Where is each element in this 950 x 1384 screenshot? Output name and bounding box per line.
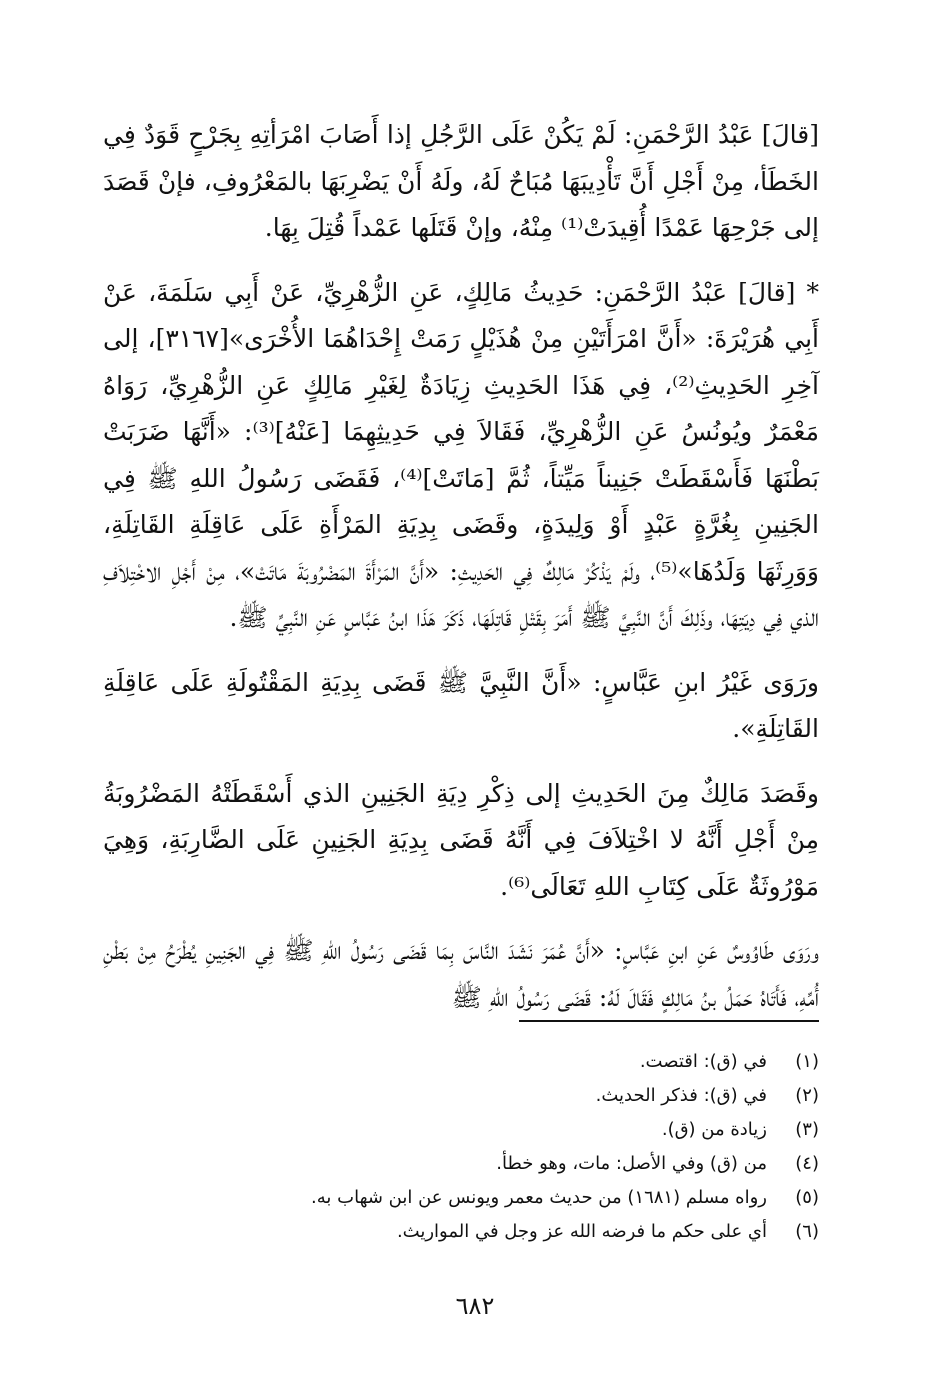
footnote-number: (٦) [795,1220,819,1242]
paragraph-2: * [قالَ] عَبْدُ الرَّحْمَنِ: حَدِيثُ مَالِكٍ، عَنِ الزُّهْرِيِّ، عَنْ أَبِي سَلَمَةَ، عَنْ أَبِي هُرَيْرَةَ: «أَنَّ امْرَأَتَيْنِ مِنْ هُذَيْلٍ رَمَتْ إِحْدَاهُمَا الأُخْرَى»[٣١٦٧]، إلى آخِرِ الحَدِيثِ⁽²⁾، فِي هَذَا الحَدِيثِ زِيَادَةٌ لِغَيْرِ مَالِكٍ عَنِ الزُّهْرِيِّ، رَوَاهُ مَعْمَرٌ ويُونُسُ عَنِ الزُّهْرِيِّ، فَقَالاَ فِي حَدِيثِهِمَا [عَنْهُ]⁽³⁾: «أَنَّهَا ضَرَبَتْ بَطْنَهَا فَأَسْقَطَتْ جَنِيناً مَيِّتاً، ثُمَّ [مَاتَتْ]⁽⁴⁾، فَقَضَى رَسُولُ اللهِ ﷺ فِي الجَنِينِ بِغُرَّةٍ عَبْدٍ أَوْ وَلِيدَةٍ، وقَضَى بِدِيَةِ المَرْأَةِ عَلَى عَاقِلَةِ القَاتِلَةِ، وَوَرِثَهَا وَلَدُهَا»⁽⁵⁾، ولَمْ يَذْكُرْ مَالِكٌ فِي الحَدِيثِ: «أَنَّ المَرْأَةَ المَضْرُوبَةَ مَاتَتْ»، مِنْ أَجْلِ الاخْتِلاَفِ الذي فِي دِيَتِهَا، وذَلِكَ أَنَّ النَّبِيَّ ﷺ أَمَرَ بِقَتْلِ قَاتِلَهَا، ذَكَرَ هَذَا ابنُ عَبَّاسٍ عَنِ النَّبِيِّ ﷺ. [103,277,820,632]
footnote-number: (٤) [795,1152,819,1174]
footnote-item [103,1044,819,1078]
paragraph-3: ورَوَى غَيْرُ ابنِ عَبَّاسٍ: «أَنَّ النَّبِيَّ ﷺ قَضَى بِدِيَةِ المَقْتُولَةِ عَلَى عَاقِلَةِ القَاتِلَةِ». [103,667,819,743]
footnote-text: أي على حكم ما فرضه الله عز وجل في المواريث. [396,1220,767,1242]
paragraph-5: ورَوَى طَاوُوسٌ عَنِ ابنِ عَبَّاسٍ: «أَنَّ عُمَرَ نَشَدَ النَّاسَ بِمَا قَضَى رَسُولُ اللهِ ﷺ فِي الجَنِينِ يُطْرَحُ مِنْ بَطْنِ أُمِّهِ، فَأَتَاهُ حَمَلُ بنُ مَالِكٍ فَقَالَ لَهُ: قَضَى رَسُولُ اللهِ ﷺ [103,936,819,1012]
footnote-number: (١) [795,1050,819,1072]
footnote-item [103,1146,819,1180]
footnote-text: من (ق) وفي الأصل: مات، وهو خطأ. [496,1152,767,1174]
footnote-item [103,1214,819,1248]
page-number: ٦٨٢ [455,1292,495,1320]
footnote-text: زيادة من (ق). [661,1118,767,1140]
footnote-item [103,1112,819,1146]
main-text [103,112,819,1039]
footnote-text: رواه مسلم (١٦٨١) من حديث معمر ويونس عن ابن شهاب به. [311,1186,767,1208]
footnote-number: (٣) [795,1118,819,1140]
footnote-item [103,1078,819,1112]
footnote-text: في (ق): فذكر الحديث. [595,1084,767,1106]
footnote-text: في (ق): اقتصت. [639,1050,767,1072]
paragraph-1: [قالَ] عَبْدُ الرَّحْمَنِ: لَمْ يَكُنْ عَلَى الرَّجُلِ إذا أَصَابَ امْرَأتِهِ بِجَرْحٍ قَوَدٌ فِي الخَطَأ، مِنْ أَجْلِ أَنَّ تَأْدِيبَهَا مُبَاحٌ لَهُ، ولَهُ أَنْ يَضْرِبَهَا بالمَعْرُوفِ، فإنْ قَصَدَ إلى جَرْحِهَا عَمْدًا أُقِيدَتْ⁽¹⁾ مِنْهُ، وإنْ قَتَلَها عَمْداً قُتِلَ بِهَا. [103,120,819,242]
footnote-number: (٥) [795,1186,819,1208]
footnote-item [103,1180,819,1214]
footnotes [103,1044,819,1248]
footnote-separator [519,1020,819,1022]
footnote-number: (٢) [795,1084,819,1106]
paragraph-4: وقَصَدَ مَالِكٌ مِنَ الحَدِيثِ إلى ذِكْرِ دِيَةِ الجَنِينِ الذي أَسْقَطَتْهُ المَضْرُوبَةُ مِنْ أَجْلِ أَنَّهُ لا اخْتِلاَفَ فِي أَنَّهُ قَضَى بِدِيَةِ الجَنِينِ عَلَى الضَّارِبَةِ، وَهِيَ مَوْرُوثَةٌ عَلَى كِتَابِ اللهِ تَعَالَى⁽⁶⁾. [103,778,819,901]
